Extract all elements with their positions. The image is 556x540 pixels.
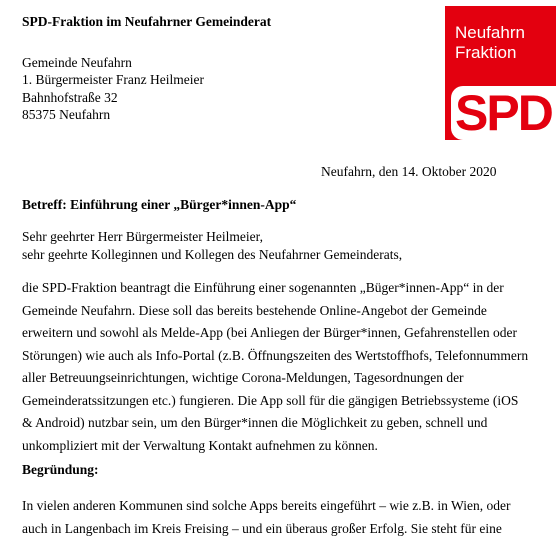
salutation	[22, 228, 402, 263]
logo-white-box	[451, 86, 556, 140]
reasoning-paragraph	[22, 495, 510, 540]
paragraph-line: auch in Langenbach im Kreis Freising – und ein überaus großer Erfolg. Sie steht für eine	[22, 518, 510, 540]
logo-line-neufahrn: Neufahrn	[455, 23, 525, 43]
paragraph-line: aller Betreuungseinrichtungen, wichtige Corona-Meldungen, Tagesordnungen der	[22, 367, 498, 390]
subject-line: Betreff: Einführung einer „Bürger*innen-App“	[22, 197, 296, 213]
logo-wordmark: SPD	[455, 85, 552, 141]
address-line: Bahnhofstraße 32	[22, 89, 204, 106]
paragraph-line: Gemeinderatssitzungen etc.) fungieren. Die App soll für die gängigen Betriebssysteme (iOS	[22, 390, 498, 413]
logo-line-fraktion: Fraktion	[455, 43, 525, 63]
request-paragraph	[22, 277, 498, 457]
address-line: 85375 Neufahrn	[22, 106, 204, 123]
paragraph-line: Störungen) wie auch als Info-Portal (z.B. Öffnungszeiten des Wertstoffhofs, Telefonnummern	[22, 345, 498, 368]
spd-logo	[445, 6, 556, 140]
salutation-line: sehr geehrte Kolleginnen und Kollegen des Neufahrner Gemeinderats,	[22, 246, 402, 264]
paragraph-line: erweitern und sowohl als Melde-App (bei Anliegen der Bürger*innen, Gefahrenstellen oder	[22, 322, 498, 345]
recipient-address	[22, 54, 204, 123]
sender-heading: SPD-Fraktion im Neufahrner Gemeinderat	[22, 14, 271, 30]
date-line: Neufahrn, den 14. Oktober 2020	[321, 164, 496, 180]
address-line: Gemeinde Neufahrn	[22, 54, 204, 71]
paragraph-line: Gemeinde Neufahrn. Diese soll das bereits bestehende Online-Angebot der Gemeinde	[22, 300, 498, 323]
paragraph-line: In vielen anderen Kommunen sind solche Apps bereits eingeführt – wie z.B. in Wien, oder	[22, 495, 510, 518]
paragraph-line: die SPD-Fraktion beantragt die Einführung einer sogenannten „Büger*innen-App“ in der	[22, 277, 498, 300]
salutation-line: Sehr geehrter Herr Bürgermeister Heilmeier,	[22, 228, 402, 246]
logo-caption	[455, 23, 525, 63]
address-line: 1. Bürgermeister Franz Heilmeier	[22, 71, 204, 88]
paragraph-line: unkompliziert mit der Verwaltung Kontakt aufnehmen zu können.	[22, 435, 498, 458]
paragraph-line: & Android) nutzbar sein, um den Bürger*innen die Möglichkeit zu geben, schnell und	[22, 412, 498, 435]
reasoning-heading: Begründung:	[22, 462, 99, 478]
